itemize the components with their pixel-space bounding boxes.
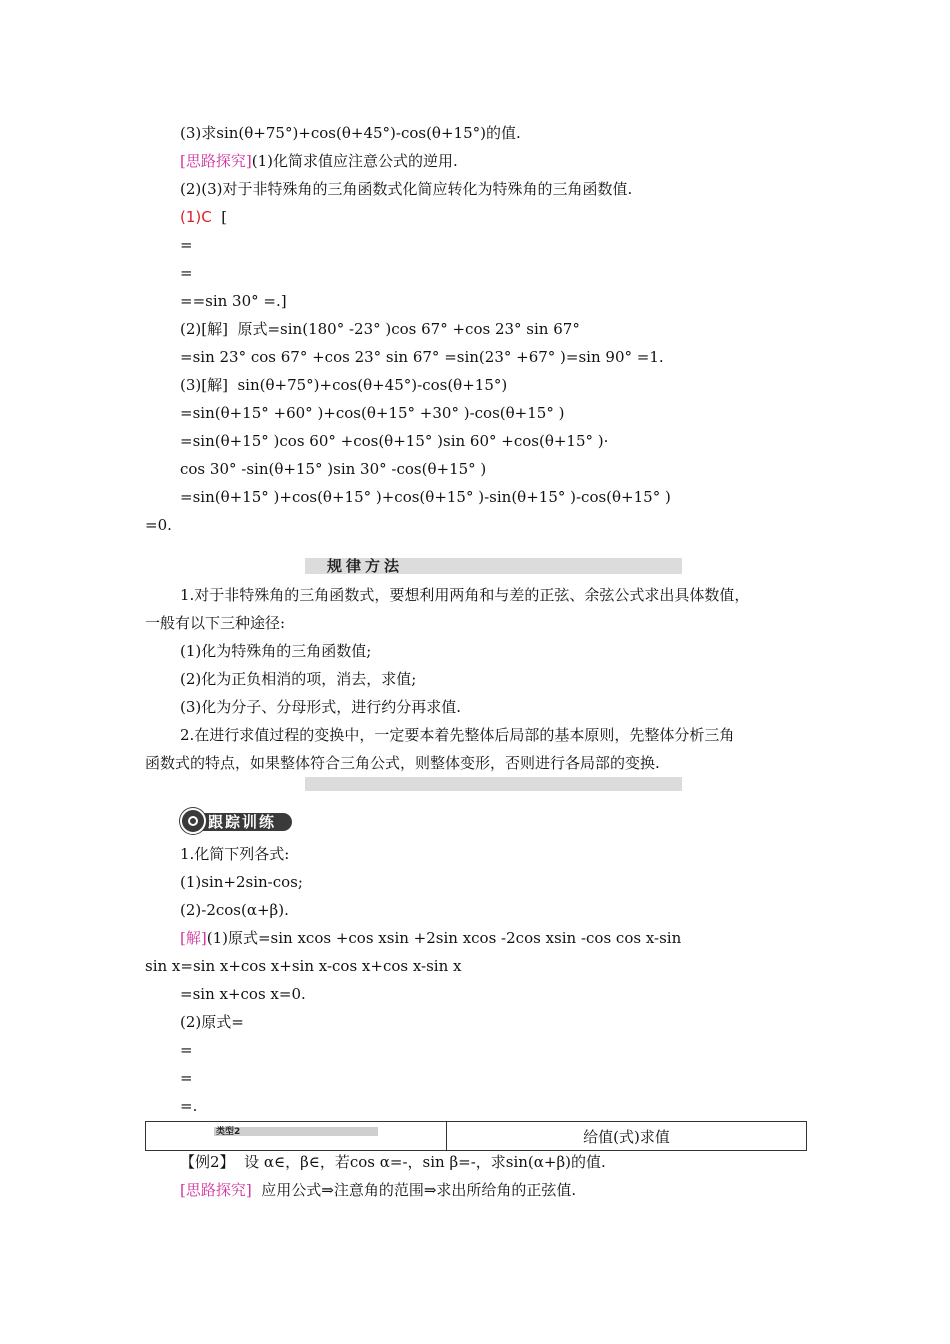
training-solution-line: =. bbox=[180, 1097, 198, 1115]
solution-3-line: =sin(θ+15° )+cos(θ+15° )+cos(θ+15° )-sin(θ+15° )-cos(θ+15° ) bbox=[180, 488, 671, 506]
type-heading-box bbox=[145, 1121, 807, 1151]
idea-text: 应用公式⇒注意角的范围⇒求出所给角的正弦值. bbox=[251, 1181, 577, 1199]
solution-tag: [解] bbox=[180, 929, 207, 947]
type-heading-title: 给值(式)求值 bbox=[447, 1122, 807, 1151]
idea-line-2: (2)(3)对于非特殊角的三角函数式化简应转化为特殊角的三角函数值. bbox=[180, 180, 633, 198]
training-line: (1)sin+2sin-cos; bbox=[180, 873, 303, 891]
training-solution-line bbox=[180, 928, 681, 948]
type-heading-left bbox=[146, 1122, 447, 1151]
equation-line: ==sin 30° =.] bbox=[180, 292, 287, 310]
training-solution-line: = bbox=[180, 1041, 193, 1059]
method-item: (1)化为特殊角的三角函数值; bbox=[180, 642, 372, 660]
solution-3-line: cos 30° -sin(θ+15° )sin 30° -cos(θ+15° ) bbox=[180, 460, 487, 478]
answer-choice: (1)C bbox=[180, 208, 212, 226]
training-line: 1.化简下列各式: bbox=[180, 845, 290, 863]
equation-line: = bbox=[180, 236, 193, 254]
equation-line: = bbox=[180, 264, 193, 282]
idea-text: (1)化简求值应注意公式的逆用. bbox=[251, 152, 458, 170]
example-2-line bbox=[180, 1152, 606, 1172]
method-para: 2.在进行求值过程的变换中，一定要本着先整体后局部的基本原则，先整体分析三角 bbox=[180, 726, 735, 744]
solution-3-line: =sin(θ+15° )cos 60° +cos(θ+15° )sin 60° +cos(θ+15° )· bbox=[180, 432, 609, 450]
example-2-idea bbox=[180, 1180, 576, 1200]
example-label: 【例2】 bbox=[180, 1153, 235, 1171]
answer-bracket: [ bbox=[211, 208, 228, 226]
training-banner-label: 跟踪训练 bbox=[208, 813, 277, 831]
solution-2-line: =sin 23° cos 67° +cos 23° sin 67° =sin(23° +67° )=sin 90° =1. bbox=[180, 348, 664, 366]
solution-3-line: =0. bbox=[145, 516, 172, 534]
idea-tag: [思路探究] bbox=[180, 1181, 252, 1199]
idea-line-1 bbox=[180, 151, 458, 171]
method-item: (3)化为分子、分母形式，进行约分再求值. bbox=[180, 698, 462, 716]
idea-tag: [思路探究] bbox=[180, 152, 252, 170]
training-solution-line: =sin x+cos x=0. bbox=[180, 985, 306, 1003]
method-para: 函数式的特点，如果整体符合三角公式，则整体变形，否则进行各局部的变换. bbox=[145, 754, 660, 772]
solution-text: (1)原式=sin xcos +cos xsin +2sin xcos -2cos xsin -cos cos x-sin bbox=[206, 929, 682, 947]
target-icon bbox=[180, 808, 206, 834]
method-banner: 规律方法 bbox=[326, 557, 403, 575]
method-end-bar bbox=[305, 777, 682, 791]
training-banner bbox=[180, 808, 292, 832]
question-3: (3)求sin(θ+75°)+cos(θ+45°)-cos(θ+15°)的值. bbox=[180, 124, 521, 142]
answer-1-line bbox=[180, 207, 227, 227]
training-solution-line: sin x=sin x+cos x+sin x-cos x+cos x-sin x bbox=[145, 957, 462, 975]
solution-3-line: =sin(θ+15° +60° )+cos(θ+15° +30° )-cos(θ+15° ) bbox=[180, 404, 565, 422]
method-item: (2)化为正负相消的项，消去，求值; bbox=[180, 670, 417, 688]
method-para: 一般有以下三种途径: bbox=[145, 614, 286, 632]
example-text: 设 α∈，β∈，若cos α=-，sin β=-，求sin(α+β)的值. bbox=[234, 1153, 606, 1171]
type-badge-label: 类型2 bbox=[216, 1127, 241, 1137]
solution-3-line: (3)[解] sin(θ+75°)+cos(θ+45°)-cos(θ+15°) bbox=[180, 376, 508, 394]
training-line: (2)-2cos(α+β). bbox=[180, 901, 289, 919]
training-solution-line: (2)原式= bbox=[180, 1013, 244, 1031]
method-para: 1.对于非特殊角的三角函数式，要想利用两角和与差的正弦、余弦公式求出具体数值， bbox=[180, 586, 750, 604]
type-badge bbox=[214, 1127, 378, 1136]
solution-2-line: (2)[解] 原式=sin(180° -23° )cos 67° +cos 23° sin 67° bbox=[180, 320, 580, 338]
training-solution-line: = bbox=[180, 1069, 193, 1087]
